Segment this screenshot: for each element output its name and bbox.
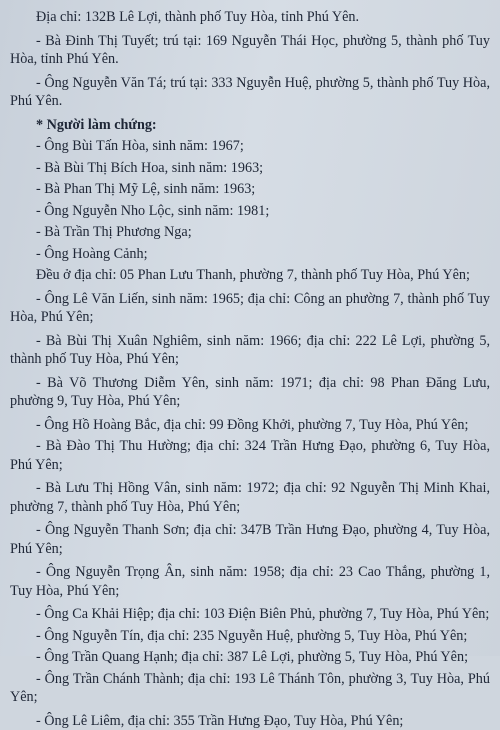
witness-entry: - Bà Bùi Thị Xuân Nghiêm, sinh năm: 1966; địa chỉ: 222 Lê Lợi, phường 5, thành phố Tuy Hòa, Phú Yên;: [10, 332, 490, 369]
witness-entry: - Ông Nguyễn Thanh Sơn; địa chỉ: 347B Trần Hưng Đạo, phường 4, Tuy Hòa, Phú Yên;: [10, 521, 490, 558]
witness-entry: - Ông Hoàng Cảnh;: [10, 245, 490, 264]
party-entry: - Bà Đinh Thị Tuyết; trú tại: 169 Nguyễn Thái Học, phường 5, thành phố Tuy Hòa, tỉnh Phú Yên.: [10, 32, 490, 69]
witness-entry: - Bà Trần Thị Phương Nga;: [10, 223, 490, 242]
shared-address-line: Đều ở địa chỉ: 05 Phan Lưu Thanh, phường 7, thành phố Tuy Hòa, Phú Yên;: [10, 266, 490, 285]
witness-entry: - Ông Nguyễn Tín, địa chỉ: 235 Nguyễn Huệ, phường 5, Tuy Hòa, Phú Yên;: [10, 627, 490, 646]
witness-entry: - Ông Trần Chánh Thành; địa chỉ: 193 Lê Thánh Tôn, phường 3, Tuy Hòa, Phú Yên;: [10, 670, 490, 707]
witness-entry: - Ông Lê Liêm, địa chỉ: 355 Trần Hưng Đạo, Tuy Hòa, Phú Yên;: [10, 712, 490, 730]
witness-heading: * Người làm chứng:: [10, 116, 490, 135]
address-line: Địa chỉ: 132B Lê Lợi, thành phố Tuy Hòa, tỉnh Phú Yên.: [10, 8, 490, 27]
party-entry: - Ông Nguyễn Văn Tá; trú tại: 333 Nguyễn Huệ, phường 5, thành phố Tuy Hòa, Phú Yên.: [10, 74, 490, 111]
witness-entry: - Ông Trần Quang Hạnh; địa chỉ: 387 Lê Lợi, phường 5, Tuy Hòa, Phú Yên;: [10, 648, 490, 667]
witness-entry: - Bà Đào Thị Thu Hường; địa chỉ: 324 Trần Hưng Đạo, phường 6, Tuy Hòa, Phú Yên;: [10, 437, 490, 474]
witness-entry: - Ông Lê Văn Liến, sinh năm: 1965; địa chỉ: Công an phường 7, thành phố Tuy Hòa, Phú Yên;: [10, 290, 490, 327]
witness-entry: - Ông Bùi Tấn Hòa, sinh năm: 1967;: [10, 137, 490, 156]
witness-entry: - Bà Võ Thương Diễm Yên, sinh năm: 1971; địa chỉ: 98 Phan Đăng Lưu, phường 9, Tuy Hòa, Phú Yên;: [10, 374, 490, 411]
witness-entry: - Ông Nguyễn Trọng Ân, sinh năm: 1958; địa chỉ: 23 Cao Thắng, phường 1, Tuy Hòa, Phú Yên;: [10, 563, 490, 600]
witness-entry: - Ông Nguyễn Nho Lộc, sinh năm: 1981;: [10, 202, 490, 221]
witness-entry: - Bà Phan Thị Mỹ Lệ, sinh năm: 1963;: [10, 180, 490, 199]
witness-entry: - Bà Lưu Thị Hồng Vân, sinh năm: 1972; địa chỉ: 92 Nguyễn Thị Minh Khai, phường 7, thành phố Tuy Hòa, Phú Yên;: [10, 479, 490, 516]
witness-entry: - Ông Hồ Hoàng Bắc, địa chỉ: 99 Đồng Khởi, phường 7, Tuy Hòa, Phú Yên;: [10, 416, 490, 435]
witness-entry: - Bà Bùi Thị Bích Hoa, sinh năm: 1963;: [10, 159, 490, 178]
witness-entry: - Ông Ca Khải Hiệp; địa chỉ: 103 Điện Biên Phủ, phường 7, Tuy Hòa, Phú Yên;: [10, 605, 490, 624]
